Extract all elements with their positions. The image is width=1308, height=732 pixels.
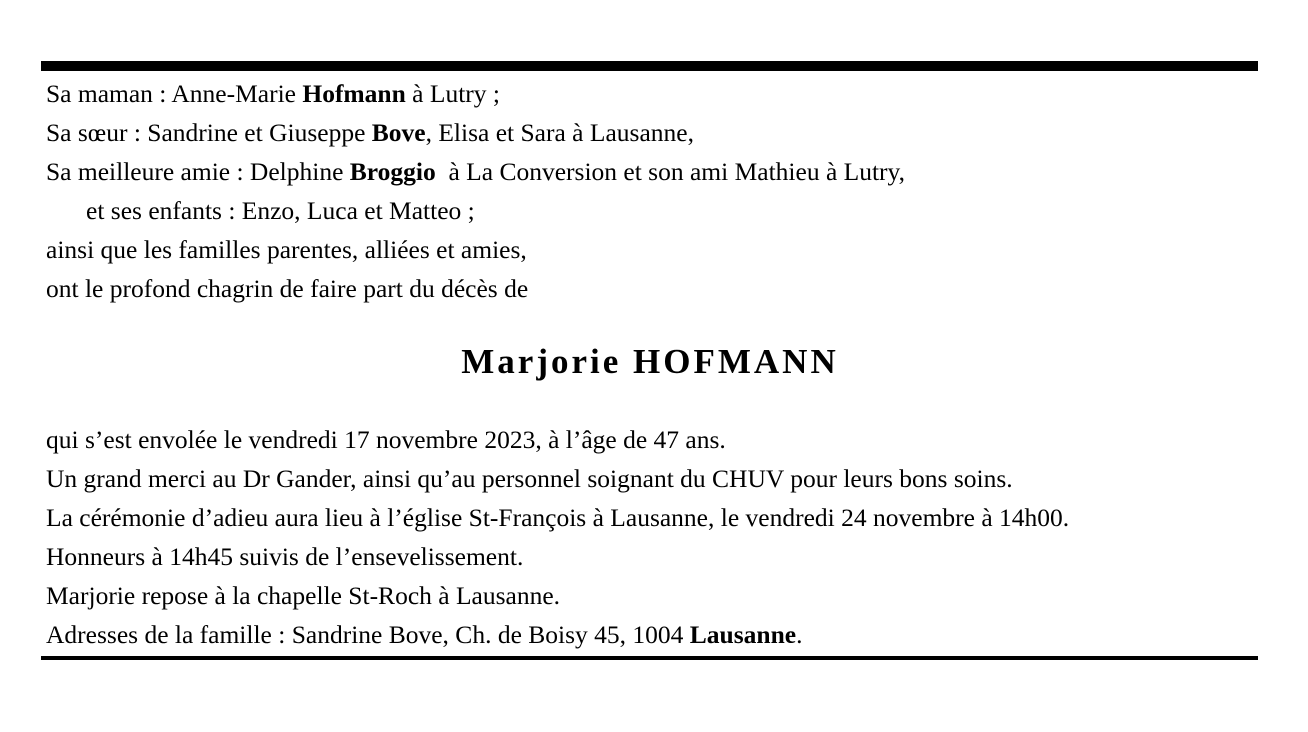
mother-surname: Hofmann <box>302 79 406 108</box>
sister-line <box>46 118 694 148</box>
relatives-line: ainsi que les familles parentes, alliées et amies, <box>46 235 527 264</box>
announcement-line: ont le profond chagrin de faire part du décès de <box>46 274 529 303</box>
address-prefix: Adresses de la famille : Sandrine Bove, Ch. de Boisy 45, 1004 <box>46 620 690 649</box>
friend-line <box>46 157 905 187</box>
friend-prefix: Sa meilleure amie : Delphine <box>46 157 350 186</box>
friend-surname: Broggio <box>349 157 436 186</box>
sister-surname: Bove <box>371 118 426 147</box>
friend-suffix: à La Conversion et son ami Mathieu à Lutry, <box>435 157 906 186</box>
sister-suffix: , Elisa et Sara à Lausanne, <box>425 118 694 147</box>
thanks-line: Un grand merci au Dr Gander, ainsi qu’au personnel soignant du CHUV pour leurs bons soins. <box>46 464 1013 493</box>
mother-prefix: Sa maman : Anne-Marie <box>46 79 303 108</box>
address-city: Lausanne <box>689 620 797 649</box>
bottom-rule <box>41 656 1258 660</box>
honours-line: Honneurs à 14h45 suivis de l’ensevelissement. <box>46 542 524 571</box>
address-suffix: . <box>796 620 803 649</box>
address-line <box>46 620 802 650</box>
rest-line: Marjorie repose à la chapelle St-Roch à Lausanne. <box>46 581 561 610</box>
children-line: et ses enfants : Enzo, Luca et Matteo ; <box>86 196 475 225</box>
passing-line: qui s’est envolée le vendredi 17 novembre 2023, à l’âge de 47 ans. <box>46 425 726 454</box>
mother-line <box>46 79 500 109</box>
mother-suffix: à Lutry ; <box>405 79 500 108</box>
top-rule <box>41 61 1258 71</box>
deceased-name: Marjorie HOFMANN <box>461 342 839 381</box>
sister-prefix: Sa sœur : Sandrine et Giuseppe <box>46 118 372 147</box>
ceremony-line: La cérémonie d’adieu aura lieu à l’église St-François à Lausanne, le vendredi 24 novembre à 14h00. <box>46 503 1070 532</box>
